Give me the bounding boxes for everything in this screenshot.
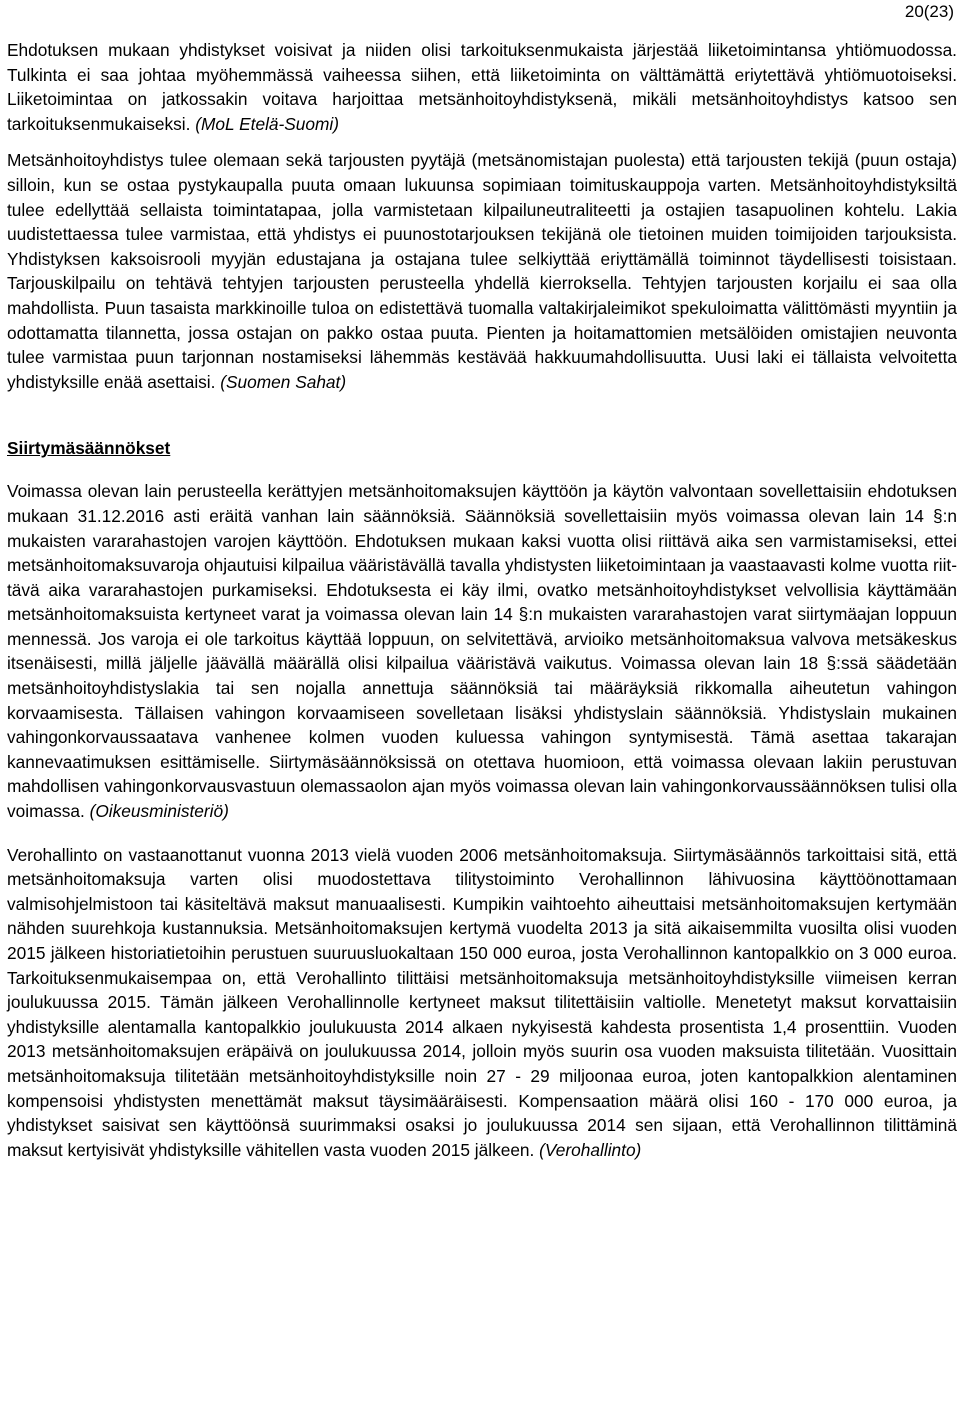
- paragraph-text: Verohallinto on vastaanottanut vuonna 2013 vielä vuoden 2006 metsänhoitomaksuja. Siirtymäsäännös tarkoittaisi sitä, että metsänhoitomaksuja varten olisi muodostettava tilitystoiminto Verohallinnon lähivuosina käyttöönottamaan valmisohjelmistoon tai käsiteltävä maksut manuaalisesti. Kumpikin vaihtoehto aiheuttaisi metsänhoitomaksujen kertymään nähden suurehkoja kustannuksia. Metsänhoitomaksujen kertymä vuodelta 2013 ja sitä aikaisemmilta vuosilta olisi vuoden 2015 jälkeen historiatietoihin perustuen suuruusluokaltaan 150 000 euroa, josta Verohallinnon kantopalkkio on 3 000 euroa. Tarkoituksenmukaisempaa on, että Verohallinto tilittäisi metsänhoitomaksuja metsänhoitoyhdistyksille viimeisen kerran joulukuussa 2015. Tämän jälkeen Verohallinnolle kertyneet maksut tilitettäisiin valtiolle. Menetetyt maksut korvattaisiin yhdistyksille alentamalla kantopalkkio joulukuusta 2014 alkaen nykyisestä kahdesta prosentista 1,4 prosenttiin. Vuoden 2013 metsänhoitomaksujen eräpäivä on joulukuussa 2014, jolloin myös suurin osa vuoden maksuista tilitetään. Vuosittain metsänhoitomaksuja tilitetään metsänhoitoyhdistyksille noin 27 - 29 miljoonaa euroa, joten kantopalkkion alentaminen kompensoisi yhdistysten menettämät maksut täysimääräisesti. Kompensaation määrä olisi 160 - 170 000 euroa, ja yhdistykset saisivat sen käyttöönsä suurimmaksi osaksi jo joulukuussa 2014 sen sijaan, että Verohallinnon tilittäminä maksut kertyisivät yhdistyksille vähitellen vasta vuoden 2015 jälkeen.: [7, 844, 957, 1160]
- source-attribution: (Oikeusministeriö): [89, 801, 229, 822]
- paragraph-text: Voimassa olevan lain perusteella kerättyjen metsänhoitomaksujen käyttöön ja käytön valvontaan sovellettaisiin ehdotuksen mukaan 31.12.2016 asti eräitä vanhan lain säännöksiä. Säännöksiä sovellettaisiin myös voimassa olevan lain 14 §:n mukaisten vararahastojen varojen käyttöön. Ehdotuksen mukaan kaksi vuotta olisi riittävä aika sen varmistamiseksi, ettei metsänhoitomaksuvaroja ohjautuisi kilpailua vääristävällä tavalla yhdistysten liiketoimintaan ja vaastaavasti kolme vuotta riittävä aika vararahastojen purkamiseksi. Ehdotuksesta ei käy ilmi, ovatko metsänhoitoyhdistykset velvollisia käyttämään metsänhoitomaksuista kertyneet varat ja voimassa olevan lain 14 §:n mukaisten vararahastojen varat siirtymäajan loppuun mennessä. Jos varoja ei ole tarkoitus käyttää loppuun, on selvitettävä, arvioiko metsänhoitomaksua valvova metsäkeskus itsenäisesti, millä jäljelle jäävällä määrällä olisi kilpailua vääristävä vaikutus. Voimassa olevan lain 18 §:ssä säädetään metsänhoitoyhdistyslakia tai sen nojalla annettuja säännöksiä tai määräyksiä rikkomalla aiheutetun vahingon korvaamisesta. Tällaisen vahingon korvaamiseen sovelletaan lisäksi yhdistyslain säännöksiä. Yhdistyslain mukainen vahingonkorvaussaatava vanhenee kolmen vuoden kuluessa vahingon syntymisestä. Tämä asettaa takarajan kannevaatimuksen esittämiselle. Siirtymäsäännöksissä on otettava huomioon, että voimassa olevaan lakiin perustuvan mahdollisen vahingonkorvausvastuun olemassaolon ajan myös voimassa olevan lain vahingonkorvaussäännöksen tulisi olla voimassa.: [7, 481, 957, 822]
- paragraph-text: Metsänhoitoyhdistys tulee olemaan sekä tarjousten pyytäjä (metsänomistajan puolesta) että tarjousten tekijä (puun ostaja) silloin, kun se ostaa pystykaupalla puuta omaan lukuunsa sopimiaan toimituskauppoja varten. Metsänhoitoyhdistyksiltä tulee edellyttää sellaista toimintatapaa, jolla varmistetaan kilpailuneutraliteetti ja ostajien tasapuolinen kohtelu. Lakia uudistettaessa tulee varmistaa, että yhdistys ei puunostotarjouksen tekijänä ole tietoinen muiden toimijoiden tarjouksista. Yhdistyksen kaksoisrooli myyjän edustajana ja ostajana tulee selkiyttää eriyttämällä toiminnot täydellisesti toisistaan. Tarjouskilpailu on tehtävä tehtyjen tarjousten perusteella yhdellä kierroksella. Tehtyjen tarjousten korjailu ei saa olla mahdollista. Puun tasaista markkinoille tuloa on edistettävä tuomalla valtakirjaleimikot spekuloimatta välittömästi myyntiin ja odottamatta tilannetta, jossa ostajan on pakko ostaa puuta. Pienten ja hoitamattomien metsälöiden omistajien neuvonta tulee varmistaa puun tarjonnan nostamiseksi lähemmäs kestävää hakkuumahdollisuutta. Uusi laki ei tällaista velvoitetta yhdistyksille enää asettaisi.: [7, 150, 957, 392]
- section-heading: Siirtymäsäännökset: [7, 438, 171, 459]
- paragraph-siirtyma-1: [7, 479, 957, 823]
- document-body: [7, 38, 957, 1162]
- paragraph-tarjoukset: [7, 148, 957, 394]
- page-number: 20(23): [904, 2, 954, 21]
- source-attribution: (Verohallinto): [539, 1139, 642, 1160]
- paragraph-liiketoiminta: [7, 38, 957, 136]
- source-attribution: (Suomen Sahat): [220, 371, 347, 392]
- paragraph-siirtyma-2: [7, 843, 957, 1163]
- paragraph-text: Ehdotuksen mukaan yhdistykset voisivat ja niiden olisi tarkoituksenmukaista järjestää liiketoimintansa yhtiömuodossa. Tulkinta ei saa johtaa myöhemmässä vaiheessa siihen, että liiketoiminta on välttämättä eriytettävä yhtiömuotoiseksi. Liiketoimintaa on jatkossakin voitava harjoittaa metsänhoitoyhdistyksenä, mikäli metsänhoitoyhdistys katsoo sen tarkoituksenmukaiseksi.: [7, 40, 957, 134]
- source-attribution: (MoL Etelä-Suomi): [195, 113, 340, 134]
